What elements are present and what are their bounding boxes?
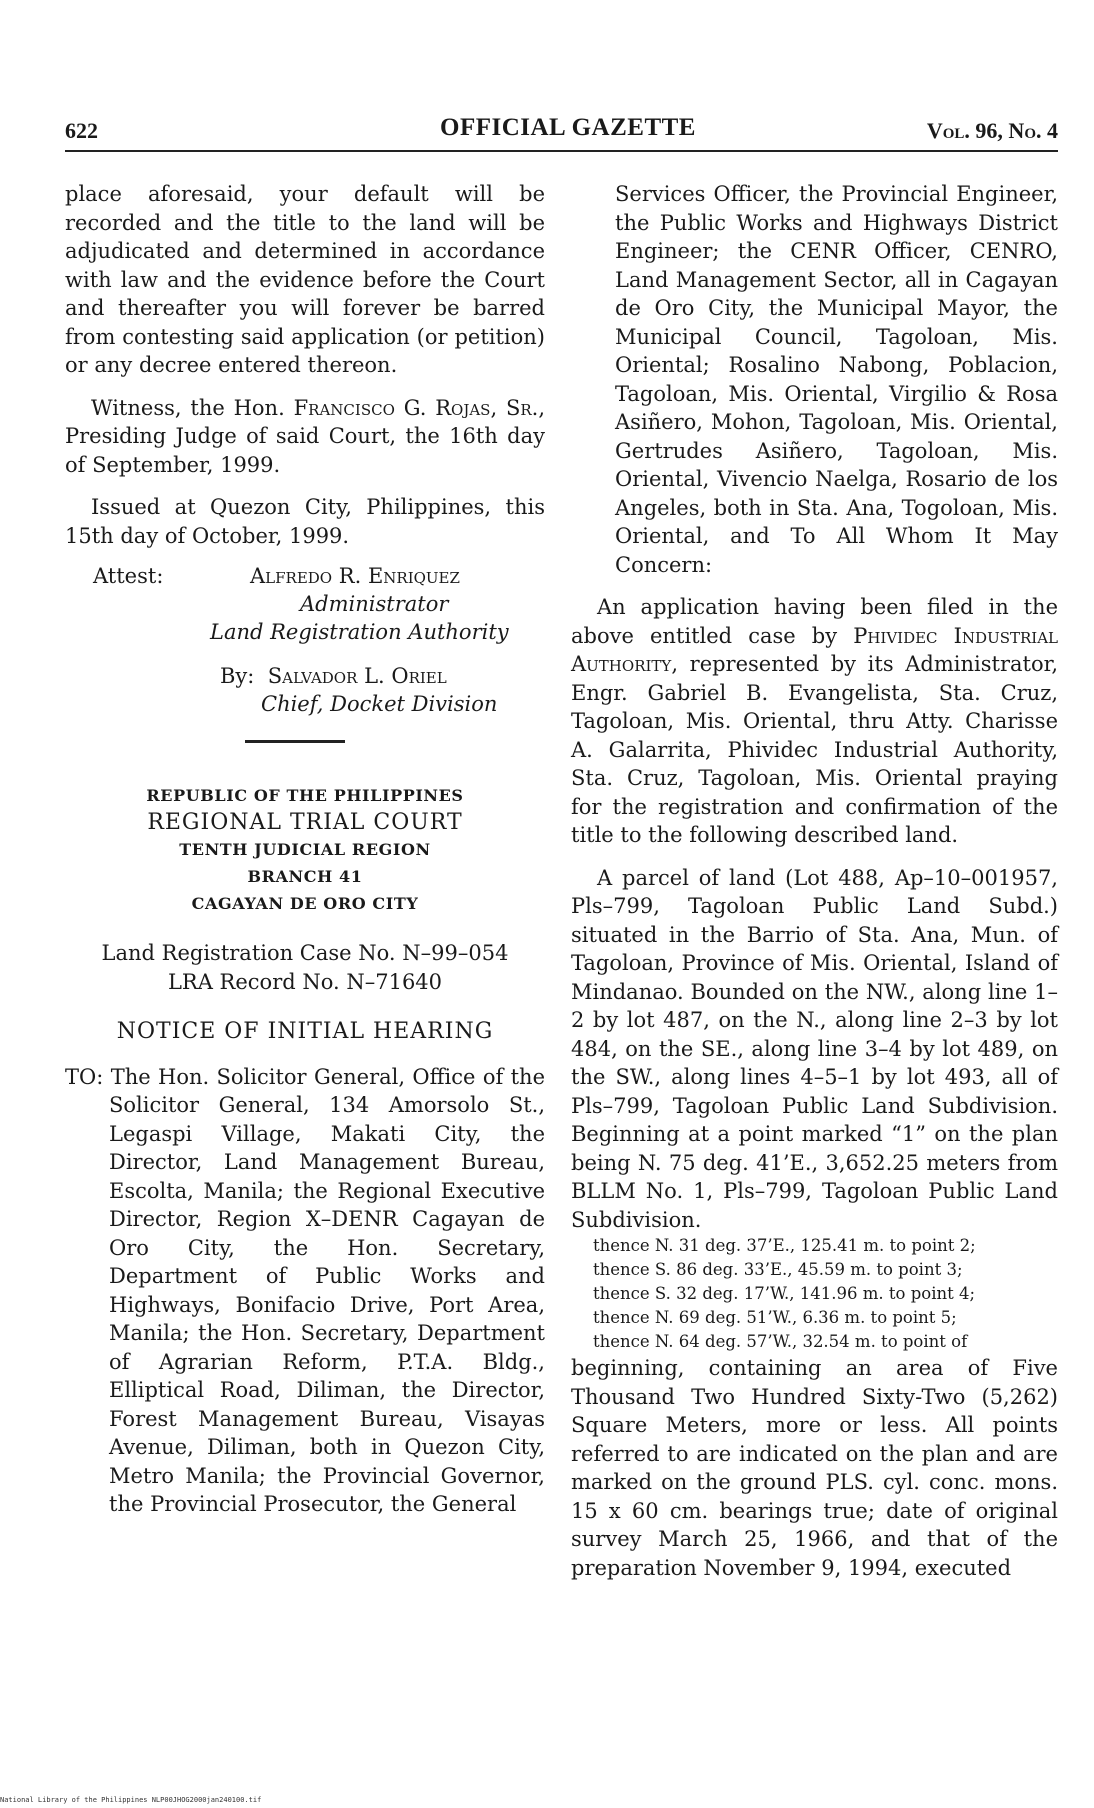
closing-paragraph: beginning, containing an area of Five Thousand Two Hundred Sixty-Two (5,262) Square Meters, more or less. All points referred to are indicated on the plan and are marked on the ground PLS. cyl. conc. mons. 15 x 60 cm. bearings true; date of original survey March 25, 1966, and that of the preparation November 9, 1994, executed [571,1356,1058,1580]
parcel-description: A parcel of land (Lot 488, Ap–10–001957, Pls–799, Tagoloan Public Land Subd.) situated in the Barrio of Sta. Ana, Mun. of Tagoloan, Province of Mis. Oriental, Island of Mindanao. Bounded on the NW., along line 1–2 by lot 487, on the N., along line 2–3 by lot 484, on the SE., along line 3–4 by lot 489, on the SW., along lines 4–5–1 by lot 493, all of Pls–799, Tagoloan Public Land Subdivision. Beginning at a point marked “1” on the plan being N. 75 deg. 41’E., 3,652.25 meters from BLLM No. 1, Pls–799, Tagoloan Public Land Subdivision. [571,865,1058,1232]
case-numbers [65,939,545,996]
issued-paragraph: Issued at Quezon City, Philippines, this 15th day of October, 1999. [65,495,545,548]
gazette-title: OFFICIAL GAZETTE [440,114,696,141]
lra-record: LRA Record No. N–71640 [167,969,443,994]
application-paragraph: An application having been filed in the above entitled case by Phividec Industrial Authority, represented by its Administrator, Engr. Gabriel B. Evangelista, Sta. Cruz, Tagoloan, Mis. Oriental, thru Atty. Charisse A. Galarrita, Phividec Industrial Authority, Sta. Cruz, Tagoloan, Mis. Oriental praying for the registration and confirmation of the title to the following described land. [571,595,1059,847]
header-divider [65,150,1058,152]
thence-line: thence N. 69 deg. 51’W., 6.36 m. to point 5; [593,1308,957,1327]
applicant-name: Phividec Industrial Authority [571,623,1059,676]
by-role: Chief, Docket Division [261,692,498,716]
page-number: 622 [65,118,98,143]
notice-title: NOTICE OF INITIAL HEARING [116,1019,494,1044]
by-line: By: Salvador L. Oriel [220,664,447,688]
judge-name: Francisco G. Rojas, Sr. [293,395,539,420]
thence-list [571,1234,1058,1354]
scan-footer: National Library of the Philippines NLP00JHOG2000jan240100.tif [0,1796,262,1804]
thence-line: thence S. 86 deg. 33’E., 45.59 m. to point 3; [593,1260,963,1279]
attest-agency: Land Registration Authority [210,620,509,644]
thence-line: thence S. 32 deg. 17’W., 141.96 m. to point 4; [593,1284,976,1303]
by-name: Salvador L. Oriel [267,664,447,688]
attest-name: Alfredo R. Enriquez [250,564,460,588]
court-heading: REPUBLIC OF THE PHILIPPINES REGIONAL TRIAL COURT TENTH JUDICIAL REGION BRANCH 41 CAGAYAN DE ORO CITY [146,786,464,913]
default-paragraph: place aforesaid, your default will be recorded and the title to the land will be adjudicated and determined in accordance with law and the evidence before the Court and thereafter you will forever be barred from contesting said application (or petition) or any decree entered thereon. [65,182,545,377]
left-column [65,180,545,1519]
witness-paragraph: Witness, the Hon. Francisco G. Rojas, Sr., Presiding Judge of said Court, the 16th day of September, 1999. [65,395,545,477]
attest-role: Administrator [300,592,449,616]
case-number: Land Registration Case No. N–99–054 [101,941,509,965]
to-paragraph: TO: The Hon. Solicitor General, Office of the Solicitor General, 134 Amorsolo St., Legaspi Village, Makati City, the Director, Land Management Bureau, Escolta, Manila; the Regional Executive Director, Region X–DENR Cagayan de Oro City, the Hon. Secretary, Department of Public Works and Highways, Bonifacio Drive, Port Area, Manila; the Hon. Secretary, Department of Agrarian Reform, P.T.A. Bldg., Elliptical Road, Diliman, the Director, Forest Management Bureau, Visayas Avenue, Diliman, both in Quezon City, Metro Manila; the Provincial Governor, the Provincial Prosecutor, the General [65,1064,545,1516]
to-label: TO: [65,1064,104,1089]
thence-line: thence N. 64 deg. 57’W., 32.54 m. to point of [593,1332,968,1351]
volume-number: Vol. 96, No. 4 [926,118,1058,143]
section-divider [245,740,345,743]
attestation-block [65,562,545,752]
page-header [65,110,1058,150]
attest-label: Attest: [93,564,164,588]
right-column [571,180,1058,1582]
thence-line: thence N. 31 deg. 37’E., 125.41 m. to point 2; [593,1236,976,1255]
to-continuation: Services Officer, the Provincial Engineer, the Public Works and Highways District Engineer; the CENR Officer, CENRO, Land Management Sector, all in Cagayan de Oro City, the Municipal Mayor, the Municipal Council, Tagoloan, Mis. Oriental; Rosalino Nabong, Poblacion, Tagoloan, Mis. Oriental, Virgilio & Rosa Asiñero, Mohon, Tagoloan, Mis. Oriental, Gertrudes Asiñero, Tagoloan, Mis. Oriental, Vivencio Naelga, Rosario de los Angeles, both in Sta. Ana, Togoloan, Mis. Oriental, and To All Whom It May Concern: [615,182,1058,577]
